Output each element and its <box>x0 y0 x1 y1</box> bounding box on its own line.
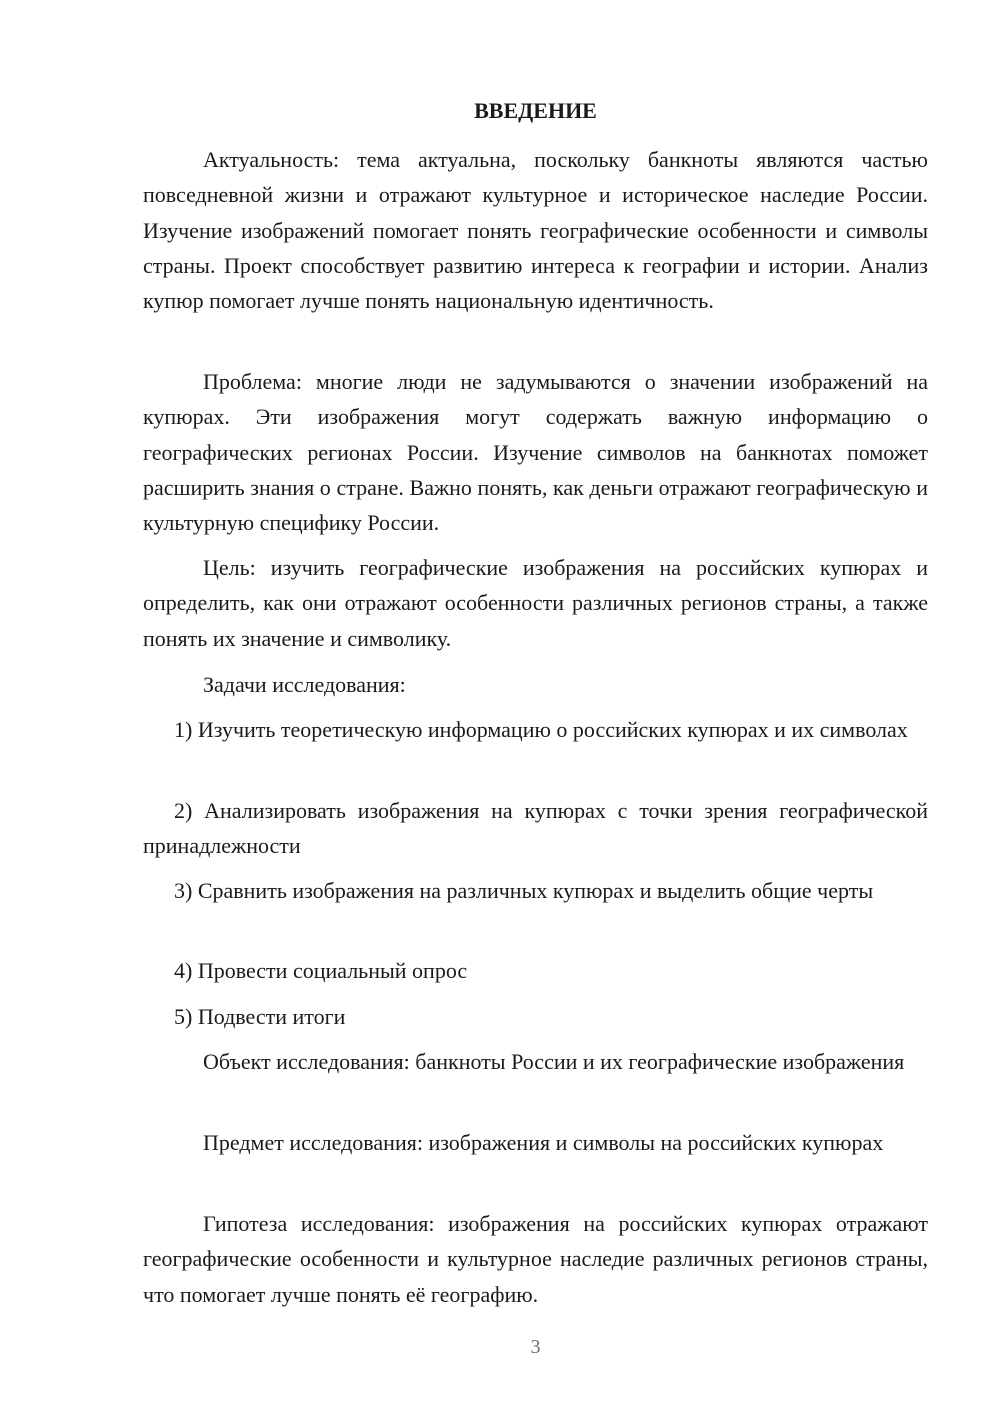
tasks-heading: Задачи исследования: <box>203 672 406 697</box>
relevance-paragraph: Актуальность: тема актуальна, поскольку банкноты являются частью повседневной жизни и отражают культурное и историческое наследие России. Изучение изображений помогает понять географические особенности и символы страны. Проект способствует развитию интереса к географии и истории. Анализ купюр помогает лучше понять национальную идентичность. <box>143 147 928 314</box>
task-item-4: 4) Провести социальный опрос <box>174 958 468 983</box>
task-item-1: 1) Изучить теоретическую информацию о российских купюрах и их символах <box>174 717 908 742</box>
goal-paragraph: Цель: изучить географические изображения на российских купюрах и определить, как они отражают особенности различных регионов страны, а также понять их значение и символику. <box>143 555 928 651</box>
task-item-3: 3) Сравнить изображения на различных купюрах и выделить общие черты <box>174 878 874 903</box>
page-number: 3 <box>530 1336 541 1358</box>
document-page <box>143 0 928 1414</box>
problem-paragraph: Проблема: многие люди не задумываются о значении изображений на купюрах. Эти изображения могут содержать важную информацию о географических регионах России. Изучение символов на банкнотах поможет расширить знания о стране. Важно понять, как деньги отражают географическую и культурную специфику России. <box>143 369 928 536</box>
task-item-2: 2) Анализировать изображения на купюрах с точки зрения географической принадлежности <box>143 798 928 859</box>
task-item-5: 5) Подвести итоги <box>174 1004 346 1029</box>
page-title: ВВЕДЕНИЕ <box>474 98 597 123</box>
subject-paragraph: Предмет исследования: изображения и символы на российских купюрах <box>203 1130 884 1155</box>
hypothesis-paragraph: Гипотеза исследования: изображения на российских купюрах отражают географические особенности и культурное наследие различных регионов страны, что помогает лучше понять её географию. <box>143 1211 928 1307</box>
object-paragraph: Объект исследования: банкноты России и их географические изображения <box>203 1049 905 1074</box>
